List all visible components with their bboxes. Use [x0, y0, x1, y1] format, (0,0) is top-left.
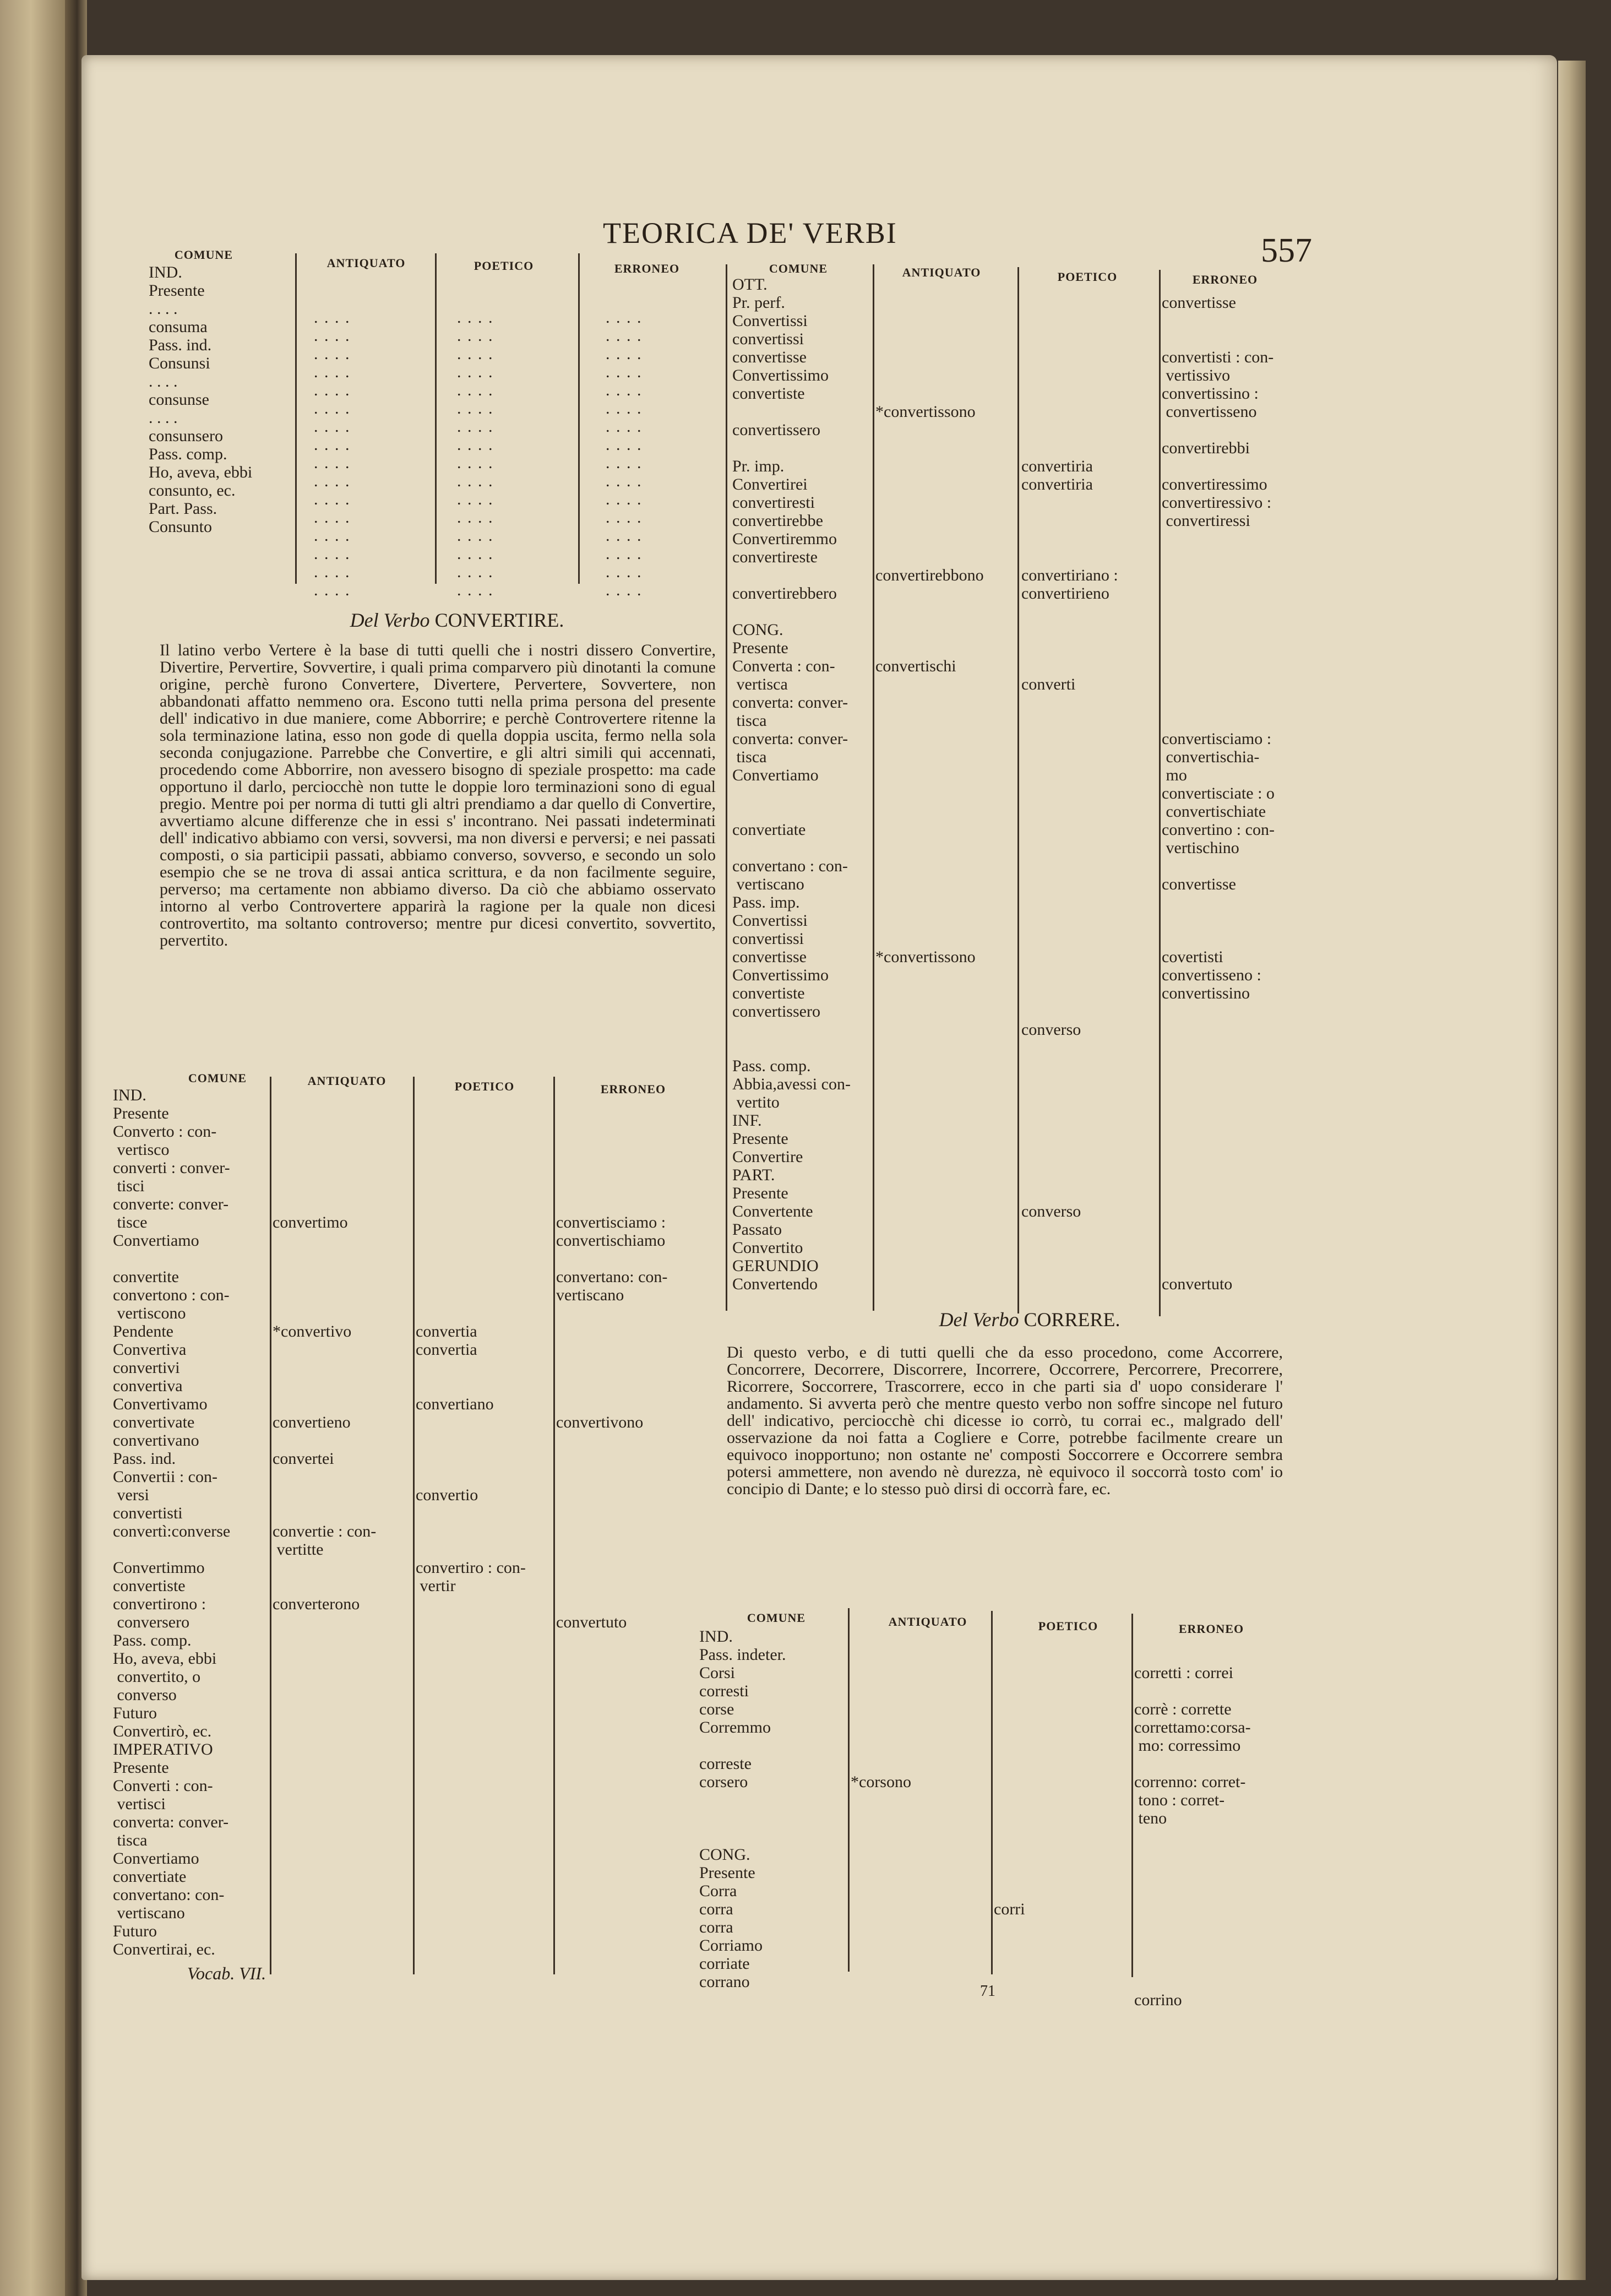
table-b-rule-3	[553, 1077, 555, 1974]
table-a-rule-2	[435, 253, 437, 584]
table-a-ellipsis-poetico: . . . . . . . . . . . . . . . . . . . . . . . . . . . . . . . . . . . . . . . . . . . . . . . . . . . . . . . . . . . . . . . .	[457, 308, 494, 599]
table-b-header-comune: COMUNE	[188, 1071, 247, 1085]
section-heading-convertire	[308, 609, 606, 632]
table-b-erroneo-column: convertisciamo : convertischiamo convertano: con- vertiscano convertivono convertuto	[556, 1213, 668, 1631]
table-a-header-erroneo: ERRONEO	[614, 262, 680, 275]
table-d-rule-3	[1131, 1614, 1133, 1977]
facing-page-edge	[0, 0, 69, 2296]
table-b-header-poetico: POETICO	[454, 1079, 515, 1093]
table-b-rule-2	[413, 1077, 415, 1974]
table-a-ellipsis-erroneo: . . . . . . . . . . . . . . . . . . . . . . . . . . . . . . . . . . . . . . . . . . . . . . . . . . . . . . . . . . . . . . . .	[606, 308, 643, 599]
table-c-comune-column: OTT. Pr. perf. Convertissi convertissi convertisse Convertissimo convertiste convertissero Pr. imp. Convertirei convertiresti convertirebbe Convertiremmo convertireste convertirebbero CONG. Presente Converta : con- vertisca converta: conver- tisca converta: conver- tisca Convertiamo convertiate convertano : con- vertiscano Pass. imp. Convertissi convertissi convertisse Convertissimo convertiste convertissero Pass. comp. Abbia,avessi con- vertito INF. Presente Convertire PART. Presente Convertente Passato Convertito GERUNDIO Convertendo	[732, 275, 851, 1293]
table-d-rule-2	[991, 1611, 993, 1974]
table-a-header-comune: COMUNE	[174, 248, 233, 262]
table-a-rule-3	[578, 253, 580, 584]
table-b-header-antiquato: ANTIQUATO	[307, 1074, 387, 1088]
table-a-comune-column: IND. Presente . . . . consuma Pass. ind. Consunsi . . . . consunse . . . . consunsero Pass. comp. Ho, aveva, ebbi consunto, ec. Part. Pass. Consunto	[149, 263, 253, 536]
sheet-mark: 71	[980, 1983, 995, 2000]
page-number: 557	[1261, 232, 1312, 269]
table-c-header-comune: COMUNE	[769, 262, 828, 275]
page-fore-edge	[1558, 61, 1586, 2280]
paragraph-convertire: Il latino verbo Vertere è la base di tutti quelli che i nostri dissero Convertire, Divertire, Pervertire, Sovvertire, i quali prima comparvero più dinotanti la comune origine, perchè furono Convertere, Divertere, Pervertere, Sovvertere, non abbandonati affatto nemmeno ora. Escono tutti nella prima persona del presente dell' indicativo in due maniere, come Abborrire; e perchè Controvertere ritenne la sola terminazione latina, esso non gode di quella doppia uscita, fermo nella sola seconda conjugazione. Parrebbe che Convertire, e gli altri simili qui accennati, procedendo come Abborrire, non avessero bisogno di speziale prospetto: ma cade opportuno il darlo, perciocchè non tutte le doppie loro terminazioni sono di egual pregio. Mentre poi per norma di tutti gli altri prendiamo a dar quello di Convertire, avvertiamo alcune differenze che in essi s' incontrano. Nei passati indeterminati dell' indicativo abbiamo con versi, sovversi, ma non diversi e perversi; e nei passati composti, o sia participii passati, abbiamo converso, sovverso, e secondo un solo esempio che se ne trova di assai antica scrittura, e da non facilmente seguire, perverso; ma certamente non abbiamo diverso. Da ciò che abbiamo osservato intorno al verbo Controvertere apparirà la ragione per la quale non dicesi controvertito, ma soltanto controverso; mentre pur dicesi convertito, sovvertito, pervertito.	[160, 641, 716, 949]
paragraph-correre: Di questo verbo, e di tutti quelli che da esso procedono, come Accorrere, Concorrere, Decorrere, Discorrere, Incorrere, Occorrere, Percorrere, Precorrere, Ricorrere, Soccorrere, Trascorrere, ecco in che parti sia d' uopo considerare l' andamento. Si avverta però che mentre questo verbo non soffre sincope nel futuro dell' indicativo, perciocchè chi dicesse io corrò, tu corrai ec., malgrado dell' osservazione da noi fatta a Cogliere e Corre, potrebbe facilmente creare un equivoco inopportuno; non ostante ne' composti Soccorrere e Occorrere sembra potersi ammettere, non avendo nè durezza, nè equivoco il soccorrà tosto com' io concipio di Dante; e lo stesso può dirsi di occorrà fare, ec.	[727, 1343, 1283, 1498]
table-d-antiquato-column: *corsono	[851, 1773, 911, 1791]
table-d-comune-column: IND. Pass. indeter. Corsi corresti corse Corremmo correste corsero CONG. Presente Corra corra corra Corriamo corriate corrano	[699, 1627, 786, 1991]
table-c-antiquato-column: *convertissono convertirebbono convertischi *convertissono	[875, 403, 984, 966]
heading-prefix: Del Verbo	[350, 609, 430, 631]
table-a-rule-1	[295, 253, 297, 584]
table-a-ellipsis-antiquato: . . . . . . . . . . . . . . . . . . . . . . . . . . . . . . . . . . . . . . . . . . . . . . . . . . . . . . . . . . . . . . . .	[314, 308, 351, 599]
table-a-header-poetico: POETICO	[473, 259, 534, 273]
table-d-header-antiquato: ANTIQUATO	[888, 1615, 967, 1629]
table-c-rule-3	[1159, 270, 1161, 1316]
table-c-rule-0	[726, 264, 727, 1311]
heading-verb: CORRERE.	[1024, 1309, 1120, 1331]
running-title: TEORICA DE' VERBI	[603, 216, 897, 249]
table-c-header-poetico: POETICO	[1057, 270, 1118, 284]
table-c-header-antiquato: ANTIQUATO	[902, 265, 981, 279]
table-c-poetico-column: convertiria convertiria convertiriano : convertirieno converti converso converso	[1021, 457, 1118, 1220]
table-c-rule-1	[873, 264, 874, 1311]
signature-mark: Vocab. VII.	[187, 1963, 266, 1983]
table-a-header-antiquato: ANTIQUATO	[326, 256, 406, 270]
table-d-header-comune: COMUNE	[747, 1611, 806, 1625]
heading-verb: CONVERTIRE.	[434, 609, 564, 631]
table-c-header-erroneo: ERRONEO	[1192, 273, 1258, 286]
table-d-rule-1	[848, 1608, 850, 1972]
section-heading-correre	[892, 1308, 1167, 1331]
table-b-antiquato-column: convertimo *convertivo convertieno convertei convertie : con- vertitte converterono	[273, 1213, 377, 1613]
table-b-poetico-column: convertia convertia convertiano convertio convertiro : con- vertir	[416, 1322, 526, 1595]
table-d-erroneo-column: corretti : correi corrè : corrette correttamo:corsa- mo: corressimo correnno: corret- tono : corret- teno corrino	[1134, 1664, 1251, 2009]
table-c-erroneo-column: convertisse convertisti : con- vertissivo convertissino : convertisseno convertirebbi convertiressimo convertiressivo : convertiressi convertisciamo : convertischia- mo convertisciate : o convertischiate convertino : con- vertischino convertisse covertisti convertisseno : convertissino convertuto	[1162, 294, 1275, 1293]
heading-prefix: Del Verbo	[939, 1309, 1019, 1331]
table-c-rule-2	[1017, 267, 1019, 1313]
table-d-header-erroneo: ERRONEO	[1178, 1622, 1244, 1636]
table-b-comune-column: IND. Presente Converto : con- vertisco converti : conver- tisci converte: conver- tisce Convertiamo convertite convertono : con- vertiscono Pendente Convertiva convertivi convertiva Convertivamo convertivate convertivano Pass. ind. Convertii : con- versi convertisti convertì:converse Convertimmo convertiste convertirono : conversero Pass. comp. Ho, aveva, ebbi convertito, o converso Futuro Convertirò, ec. IMPERATIVO Presente Converti : con- vertisci converta: conver- tisca Convertiamo convertiate convertano: con- vertiscano Futuro Convertirai, ec.	[113, 1086, 231, 1958]
table-d-header-poetico: POETICO	[1038, 1619, 1098, 1633]
table-d-poetico-column: corri	[994, 1900, 1025, 1918]
table-b-header-erroneo: ERRONEO	[600, 1082, 666, 1096]
